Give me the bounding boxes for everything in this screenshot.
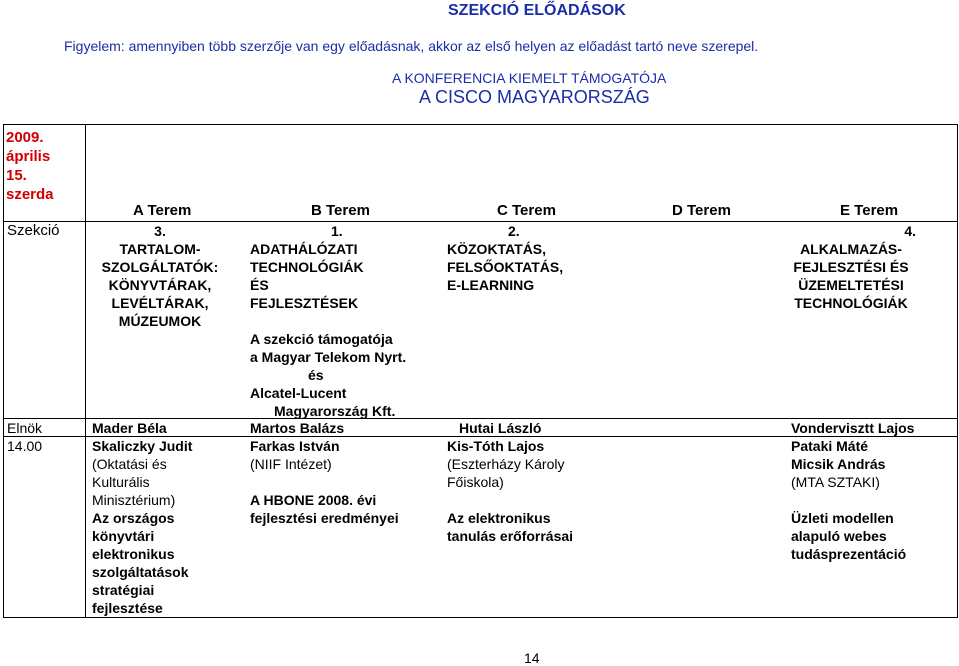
- speaker-affiliation: (MTA SZTAKI): [791, 474, 880, 490]
- talk-title-line: A HBONE 2008. évi: [250, 492, 377, 508]
- room-header-e: E Terem: [840, 202, 899, 219]
- date-block: [6, 128, 54, 204]
- sponsor-line: Alcatel-Lucent: [250, 385, 347, 401]
- section-title-line: ÉS: [250, 277, 269, 293]
- speaker-affiliation: Főiskola): [447, 474, 504, 490]
- speaker-name: Farkas István: [250, 438, 340, 454]
- talk-title-line: stratégiai: [92, 582, 155, 598]
- sponsor-line: A szekció támogatója: [250, 331, 393, 347]
- row-label-chair: Elnök: [7, 420, 43, 436]
- section-e: [780, 222, 922, 312]
- date-year: 2009.: [6, 129, 44, 146]
- section-c-number: 2.: [508, 223, 520, 239]
- grid-line: [3, 124, 4, 618]
- section-b: [250, 240, 364, 312]
- section-title-line: KÖZOKTATÁS,: [447, 241, 547, 257]
- page-number: 14: [524, 650, 540, 666]
- row-label-time: 14.00: [7, 438, 43, 454]
- section-title-line: ADATHÁLÓZATI: [250, 241, 358, 257]
- sponsor-line: Magyarország Kft.: [274, 403, 396, 419]
- talk-b: [250, 437, 399, 527]
- sponsor-line1: A KONFERENCIA KIEMELT TÁMOGATÓJA: [392, 70, 667, 86]
- section-title-line: FELSŐOKTATÁS,: [447, 259, 564, 275]
- section-title-line: TECHNOLÓGIÁK: [250, 259, 364, 275]
- chair-c: Hutai László: [459, 420, 542, 436]
- chair-b: Martos Balázs: [250, 420, 345, 436]
- section-title-line: MÚZEUMOK: [118, 313, 202, 329]
- section-b-sponsor: [250, 330, 406, 420]
- section-title-line: SZOLGÁLTATÓK:: [101, 259, 219, 275]
- section-title-line: LEVÉLTÁRAK,: [111, 295, 209, 311]
- grid-line: [85, 124, 86, 618]
- attention-note: Figyelem: amennyiben több szerzője van egy előadásnak, akkor az első helyen az előadást tartó neve szerepel.: [64, 38, 759, 54]
- chair-a: Mader Béla: [92, 420, 167, 436]
- section-b-number: 1.: [331, 223, 343, 239]
- grid-line: [3, 124, 958, 125]
- speaker-affiliation: (NIIF Intézet): [250, 456, 332, 472]
- page-title: SZEKCIÓ ELŐADÁSOK: [448, 2, 626, 19]
- talk-c: [447, 437, 573, 545]
- speaker-name: Kis-Tóth Lajos: [447, 438, 545, 454]
- speaker-affiliation: Minisztérium): [92, 492, 176, 508]
- talk-title-line: szolgáltatások: [92, 564, 189, 580]
- talk-title-line: Az elektronikus: [447, 510, 551, 526]
- grid-line: [957, 124, 958, 618]
- section-title-line: ÜZEMELTETÉSI: [798, 277, 904, 293]
- speaker-affiliation: Kulturális: [92, 474, 150, 490]
- section-title-line: FEJLESZTÉSI ÉS: [793, 259, 909, 275]
- talk-title-line: tanulás erőforrásai: [447, 528, 574, 544]
- talk-title-line: elektronikus: [92, 546, 175, 562]
- date-day: 15.: [6, 167, 27, 184]
- talk-title-line: fejlesztése: [92, 600, 163, 616]
- room-header-d: D Terem: [672, 202, 731, 219]
- section-a: [90, 222, 230, 330]
- section-title-line: E-LEARNING: [447, 277, 535, 293]
- room-header-b: B Terem: [311, 202, 370, 219]
- sponsor-line2: A CISCO MAGYARORSZÁG: [419, 87, 650, 107]
- speaker-name: Skaliczky Judit: [92, 438, 193, 454]
- row-label-section: Szekció: [7, 222, 60, 239]
- date-weekday: szerda: [6, 186, 54, 203]
- talk-title-line: tudásprezentáció: [791, 546, 907, 562]
- chair-e: Vondervisztt Lajos: [791, 420, 915, 436]
- speaker-name: Pataki Máté: [791, 438, 869, 454]
- talk-title-line: alapuló webes: [791, 528, 887, 544]
- talk-title-line: Üzleti modellen: [791, 510, 894, 526]
- speaker-affiliation: (Eszterházy Károly: [447, 456, 565, 472]
- section-c: [447, 240, 563, 294]
- date-month: április: [6, 148, 51, 165]
- room-header-a: A Terem: [133, 202, 192, 219]
- section-title-line: TARTALOM-: [119, 241, 201, 257]
- talk-e: [791, 437, 906, 563]
- speaker-name: Micsik András: [791, 456, 886, 472]
- talk-title-line: könyvtári: [92, 528, 155, 544]
- section-number: 3.: [154, 223, 166, 239]
- section-number: 4.: [904, 223, 916, 239]
- talk-title-line: fejlesztési eredményei: [250, 510, 399, 526]
- section-title-line: ALKALMAZÁS-: [800, 241, 902, 257]
- speaker-affiliation: (Oktatási és: [92, 456, 167, 472]
- section-title-line: FEJLESZTÉSEK: [250, 295, 359, 311]
- section-title-line: TECHNOLÓGIÁK: [794, 295, 908, 311]
- talk-a: [92, 437, 192, 617]
- section-title-line: KÖNYVTÁRAK,: [108, 277, 212, 293]
- room-header-c: C Terem: [497, 202, 556, 219]
- grid-line: [3, 617, 958, 618]
- sponsor-line: a Magyar Telekom Nyrt.: [250, 349, 407, 365]
- sponsor-line: és: [308, 367, 324, 383]
- talk-title-line: Az országos: [92, 510, 175, 526]
